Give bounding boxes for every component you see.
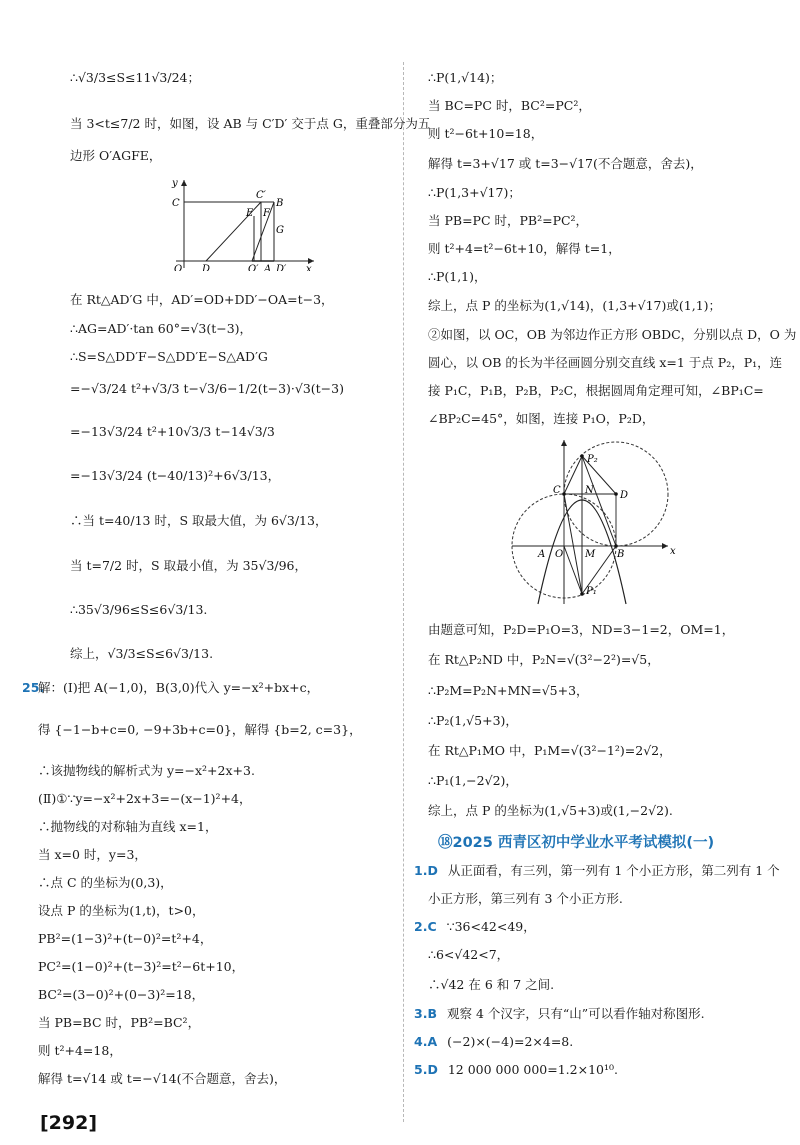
right-solution-line: 当 PB=PC 时，PB²=PC²，	[428, 213, 589, 228]
fig2-label-B: B	[617, 549, 625, 560]
answer-row	[414, 1034, 573, 1050]
q25-solution-line: 当 PB=BC 时，PB²=BC²，	[38, 1015, 201, 1030]
left-solution-line: 在 Rt△AD′G 中，AD′=OD+DD′−OA=t−3，	[70, 292, 334, 307]
q25-solution-line: (Ⅱ)①∵y=−x²+2x+3=−(x−1)²+4，	[38, 791, 252, 806]
right-solution-line: ∴P₂(1,√5+3)，	[428, 713, 518, 728]
q25-solution-line: ∴抛物线的对称轴为直线 x=1，	[38, 819, 218, 834]
answer-explanation: ∴6<√42<7，	[428, 947, 510, 962]
fig2-label-x: x	[670, 546, 676, 557]
answer-row	[414, 1062, 618, 1078]
answer-row	[428, 947, 509, 963]
fig2-label-C: C	[553, 485, 561, 496]
answer-row	[414, 863, 780, 879]
fig1-label-G: G	[276, 225, 284, 236]
right-solution-line: 由题意可知，P₂D=P₁O=3，ND=3−1=2，OM=1，	[428, 622, 735, 637]
answer-letter: C	[427, 919, 437, 934]
right-solution-line: 综上，点 P 的坐标为(1,√14)，(1,3+√17)或(1,1)；	[428, 298, 722, 313]
q25-solution-line: 则 t²+4=18，	[38, 1043, 122, 1058]
q25-solution-line: ∴该抛物线的解析式为 y=−x²+2x+3.	[38, 763, 255, 778]
left-solution-line: 当 3<t≤7/2 时，如图，设 AB 与 C′D′ 交于点 G，重叠部分为五	[70, 116, 431, 131]
answer-explanation: ∴√42 在 6 和 7 之间.	[428, 977, 555, 992]
fig2-label-N: N	[585, 485, 594, 496]
fig2-label-P2: P₂	[587, 454, 598, 465]
answer-row	[414, 1006, 705, 1022]
figure-overlap-pentagon	[166, 176, 316, 271]
q25-solution-line: 解：(Ⅰ)把 A(−1,0)，B(3,0)代入 y=−x²+bx+c，	[38, 680, 320, 695]
fig2-label-M: M	[585, 549, 596, 560]
answer-number: 3.	[414, 1006, 428, 1021]
right-solution-line: ∴P(1,1)，	[428, 269, 487, 284]
fig1-label-y: y	[172, 178, 178, 189]
right-solution-line: 接 P₁C，P₁B，P₂B，P₂C，根据圆周角定理可知，∠BP₁C=	[428, 383, 764, 398]
right-solution-line: ∴P₁(1,−2√2)，	[428, 773, 518, 788]
fig1-label-Cp: C′	[256, 190, 266, 201]
q25-solution-line: 设点 P 的坐标为(1,t)，t>0，	[38, 903, 205, 918]
answer-row	[428, 977, 554, 993]
page-number: [292]	[40, 1112, 98, 1134]
fig1-label-F: F	[263, 208, 270, 219]
right-solution-line: 圆心，以 OB 的长为半径画圆分别交直线 x=1 于点 P₂，P₁，连	[428, 355, 783, 370]
right-solution-line: 解得 t=3+√17 或 t=3−√17(不合题意，舍去)，	[428, 156, 703, 171]
q25-solution-line: PB²=(1−3)²+(t−0)²=t²+4，	[38, 931, 213, 946]
answer-letter: D	[427, 1062, 438, 1077]
right-solution-line: 在 Rt△P₂ND 中，P₂N=√(3²−2²)=√5，	[428, 652, 660, 667]
left-solution-line: 边形 O′AGFE，	[70, 148, 162, 163]
right-solution-line: ②如图，以 OC，OB 为邻边作正方形 OBDC，分别以点 D，O 为	[428, 327, 797, 342]
fig1-label-C: C	[172, 198, 180, 209]
right-solution-line: ∴P(1,√14)；	[428, 70, 503, 85]
left-solution-line: =−13√3/24 (t−40/13)²+6√3/13，	[70, 468, 281, 483]
q25-solution-line: 解得 t=√14 或 t=−√14(不合题意，舍去)，	[38, 1071, 287, 1086]
answer-number: 5.	[414, 1062, 428, 1077]
fig1-label-x: x	[306, 264, 312, 271]
section-title: ⑱2025 西青区初中学业水平考试模拟(一)	[438, 835, 715, 851]
fig2-label-P1: P₁	[586, 586, 597, 597]
left-solution-line: ∴√3/3≤S≤11√3/24；	[70, 70, 200, 85]
right-solution-line: ∴P(1,3+√17)；	[428, 185, 521, 200]
figure-circles-parabola	[508, 436, 688, 606]
fig1-label-Dp: D′	[276, 264, 287, 271]
fig2-label-D: D	[620, 490, 629, 501]
fig1-label-B: B	[276, 198, 284, 209]
left-solution-line: ∴AG=AD′·tan 60°=√3(t−3)，	[70, 321, 253, 336]
answer-number: 2.	[414, 919, 428, 934]
right-solution-line: 当 BC=PC 时，BC²=PC²，	[428, 98, 591, 113]
left-solution-line: =−√3/24 t²+√3/3 t−√3/6−1/2(t−3)·√3(t−3)	[70, 381, 344, 396]
left-solution-line: 当 t=7/2 时，S 取最小值，为 35√3/96，	[70, 558, 308, 573]
answer-letter: B	[427, 1006, 437, 1021]
answer-explanation: 12 000 000 000=1.2×10¹⁰.	[447, 1062, 618, 1077]
left-solution-line: ∴S=S△DD′F−S△DD′E−S△AD′G	[70, 349, 268, 364]
fig1-label-A: A	[264, 264, 272, 271]
answer-letter: A	[427, 1034, 438, 1049]
answer-explanation: ∵36<42<49，	[446, 919, 536, 934]
answer-number: 4.	[414, 1034, 428, 1049]
column-divider	[403, 62, 404, 1122]
answer-explanation: 从正面看，有三列，第一列有 1 个小正方形，第二列有 1 个	[447, 863, 780, 878]
right-solution-line: ∠BP₂C=45°，如图，连接 P₁O，P₂D，	[428, 411, 655, 426]
left-solution-line: ∴当 t=40/13 时，S 取最大值，为 6√3/13，	[70, 513, 328, 528]
fig1-label-O: O	[174, 264, 183, 271]
answer-row	[414, 919, 536, 935]
right-solution-line: 则 t²+4=t²−6t+10，解得 t=1，	[428, 241, 621, 256]
left-solution-line: 综上，√3/3≤S≤6√3/13.	[70, 646, 214, 661]
fig1-label-D: D	[202, 264, 211, 271]
left-solution-line: =−13√3/24 t²+10√3/3 t−14√3/3	[70, 424, 275, 439]
answer-explanation: 观察 4 个汉字，只有“山”可以看作轴对称图形.	[446, 1006, 705, 1021]
fig1-label-Op: O′	[248, 264, 259, 271]
q25-solution-line: PC²=(1−0)²+(t−3)²=t²−6t+10，	[38, 959, 245, 974]
q25-solution-line: ∴点 C 的坐标为(0,3)，	[38, 875, 173, 890]
answer-explanation: (−2)×(−4)=2×4=8.	[447, 1034, 574, 1049]
q25-solution-line: BC²=(3−0)²+(0−3)²=18，	[38, 987, 205, 1002]
q25-number: 25.	[22, 680, 45, 695]
fig2-label-O: O	[555, 549, 564, 560]
left-solution-line: ∴35√3/96≤S≤6√3/13.	[70, 602, 208, 617]
fig1-label-E: E	[246, 208, 254, 219]
answer-letter: D	[427, 863, 438, 878]
q25-solution-line: 得 {−1−b+c=0, −9+3b+c=0}，解得 {b=2, c=3}，	[38, 722, 362, 737]
answer-number: 1.	[414, 863, 428, 878]
right-solution-line: 综上，点 P 的坐标为(1,√5+3)或(1,−2√2).	[428, 803, 673, 818]
answer-row	[428, 891, 623, 907]
fig2-label-A: A	[538, 549, 546, 560]
right-solution-line: 则 t²−6t+10=18，	[428, 126, 544, 141]
answer-explanation: 小正方形，第三列有 3 个小正方形.	[428, 891, 623, 906]
right-solution-line: 在 Rt△P₁MO 中，P₁M=√(3²−1²)=2√2，	[428, 743, 672, 758]
q25-solution-line: 当 x=0 时，y=3，	[38, 847, 147, 862]
right-solution-line: ∴P₂M=P₂N+MN=√5+3，	[428, 683, 589, 698]
